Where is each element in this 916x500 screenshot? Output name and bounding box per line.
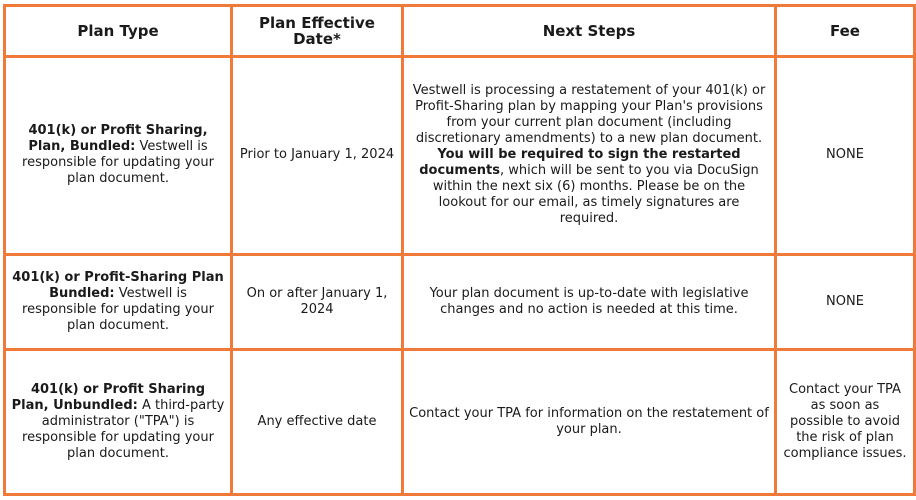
next-steps-cell: Your plan document is up-to-date with legislative changes and no action is needed at this time. [404,256,777,351]
table-row [6,256,916,351]
header-plan-effective-date: Plan Effective Date* [233,7,404,58]
plan-type-label: 401(k) or Profit Sharing, Plan, Bundled: [28,123,208,155]
table-header-row [6,7,916,58]
table-row [6,351,916,496]
header-fee: Fee [777,7,916,58]
header-next-steps: Next Steps [404,7,777,58]
effective-date-cell: Prior to January 1, 2024 [233,58,404,256]
effective-date-cell: On or after January 1, 2024 [233,256,404,351]
plan-type-description: Vestwell is responsible for updating your plan document. [22,139,214,187]
fee-cell: NONE [777,58,916,256]
next-steps-text: Vestwell is processing a restatement of your 401(k) or Profit-Sharing plan by mapping your Plan's provisions from your current plan document (including discretionary amendments) to a new plan document. [412,83,766,147]
next-steps-emphasis: You will be required to sign the restarted documents [419,147,741,179]
next-steps-cell [404,58,777,256]
plan-type-description: A third-party administrator ("TPA") is responsible for updating your plan document. [22,397,225,461]
fee-cell: Contact your TPA as soon as possible to avoid the risk of plan compliance issues. [777,351,916,496]
plan-type-cell [6,58,233,256]
fee-cell: NONE [777,256,916,351]
plan-restatement-table [3,4,916,496]
effective-date-cell: Any effective date [233,351,404,496]
plan-type-label: 401(k) or Profit-Sharing Plan Bundled: [12,269,224,301]
plan-type-label: 401(k) or Profit Sharing Plan, Unbundled: [11,381,206,413]
plan-type-cell [6,256,233,351]
plan-type-description: Vestwell is responsible for updating your plan document. [22,285,214,333]
plan-type-cell [6,351,233,496]
next-steps-cell: Contact your TPA for information on the restatement of your plan. [404,351,777,496]
table-row [6,58,916,256]
header-plan-type: Plan Type [6,7,233,58]
next-steps-text-continued: , which will be sent to you via DocuSign within the next six (6) months. Please be on the lookout for our email, as timely signatures are required. [432,163,759,227]
